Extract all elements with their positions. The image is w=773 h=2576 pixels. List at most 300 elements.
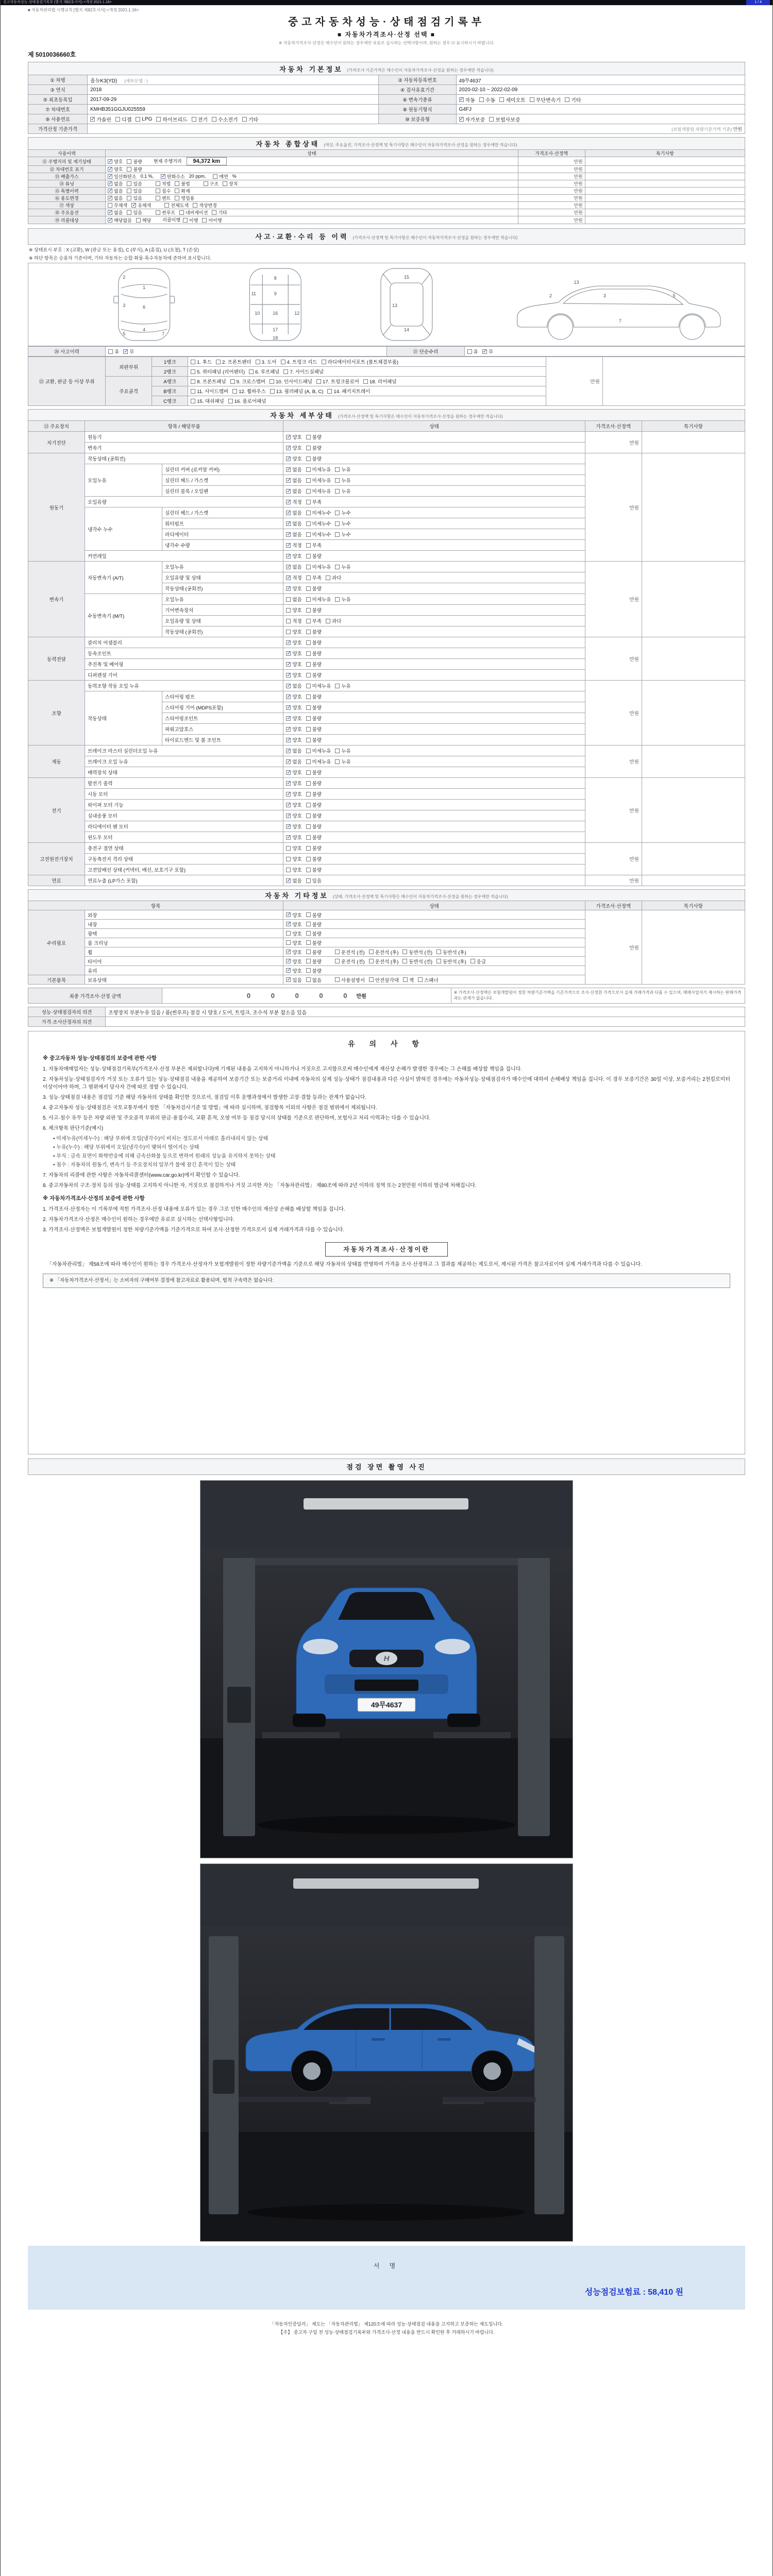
unchecked-box bbox=[191, 399, 195, 403]
checkbox-누유[interactable] bbox=[335, 682, 350, 689]
checkbox-유[interactable] bbox=[108, 348, 119, 355]
checkbox-없음[interactable] bbox=[286, 682, 301, 689]
checkbox-화재[interactable] bbox=[175, 188, 190, 194]
checkbox-양호[interactable] bbox=[286, 639, 301, 646]
checkbox-label: 디젤 bbox=[122, 117, 132, 123]
checkbox-없음[interactable] bbox=[286, 563, 301, 570]
checkbox-운전석 (전)[interactable] bbox=[335, 948, 365, 956]
checkbox-양호[interactable] bbox=[286, 779, 301, 787]
checkbox-6. 루프패널[interactable] bbox=[249, 368, 279, 375]
checkbox-16. 플로어패널[interactable] bbox=[228, 397, 266, 404]
checkbox-불량[interactable] bbox=[306, 939, 322, 946]
checkbox-불량[interactable] bbox=[127, 166, 142, 173]
checkbox-없음[interactable] bbox=[306, 976, 322, 984]
checkbox-15. 대쉬패널[interactable] bbox=[191, 397, 224, 404]
unchecked-box bbox=[470, 959, 475, 963]
checkbox-10. 인사이드패널[interactable] bbox=[270, 378, 312, 385]
cell bbox=[188, 396, 546, 406]
checkbox-불량[interactable] bbox=[306, 855, 322, 862]
cell bbox=[283, 551, 585, 562]
checkbox-썬루프[interactable] bbox=[156, 209, 175, 216]
svg-text:13: 13 bbox=[574, 280, 579, 285]
checkbox-없음[interactable] bbox=[286, 758, 301, 765]
cell bbox=[28, 637, 85, 681]
svg-text:2: 2 bbox=[123, 275, 126, 280]
checkbox-label: 불량 bbox=[312, 857, 322, 863]
text: 유리 bbox=[88, 968, 97, 974]
checkbox-label: 렌트 bbox=[161, 196, 171, 201]
text: 만원 bbox=[629, 759, 639, 766]
checkbox-적정[interactable] bbox=[286, 574, 301, 581]
checkbox-불량[interactable] bbox=[306, 628, 322, 635]
checkbox-label: 양호 bbox=[292, 803, 302, 809]
checkbox-미세누유[interactable] bbox=[306, 758, 331, 765]
checkbox-없음[interactable] bbox=[286, 747, 301, 754]
checkbox-적정[interactable] bbox=[286, 617, 301, 624]
checkbox-양호[interactable] bbox=[286, 650, 301, 657]
checkbox-18. 리어패널[interactable] bbox=[363, 378, 397, 385]
checkbox-양호[interactable] bbox=[286, 660, 301, 668]
checkbox-label: 불량 bbox=[312, 835, 322, 841]
checkbox-양호[interactable] bbox=[286, 948, 301, 956]
checkbox-불량[interactable] bbox=[306, 921, 322, 928]
checkbox-불량[interactable] bbox=[127, 158, 142, 165]
checkbox-스패너[interactable] bbox=[418, 976, 439, 984]
checkbox-label: 불량 bbox=[312, 716, 322, 722]
checkbox-적정[interactable] bbox=[286, 541, 301, 549]
cell bbox=[28, 62, 745, 75]
checkbox-적법[interactable] bbox=[156, 180, 171, 187]
checkbox-양호[interactable] bbox=[286, 911, 301, 919]
text: 내장 bbox=[88, 922, 97, 928]
checkbox-양호[interactable] bbox=[286, 790, 301, 798]
checkbox-불량[interactable] bbox=[306, 585, 322, 592]
text: B랭크 bbox=[163, 389, 177, 395]
cell bbox=[283, 843, 585, 854]
checkbox-라디에이터서포트 (볼트체결부품)[interactable] bbox=[322, 358, 398, 365]
checkbox-13. 필러패널 (A, B, C)[interactable] bbox=[270, 387, 324, 395]
checkbox-세미오토[interactable] bbox=[499, 96, 526, 104]
checkbox-양호[interactable] bbox=[108, 158, 123, 165]
checkbox-유[interactable] bbox=[467, 348, 478, 355]
checkbox-있음[interactable] bbox=[127, 195, 142, 201]
checkbox-동반석 (전)[interactable] bbox=[402, 948, 432, 956]
checkbox-불량[interactable] bbox=[306, 866, 322, 873]
checkbox-미세누유[interactable] bbox=[306, 682, 331, 689]
checkbox-양호[interactable] bbox=[286, 823, 301, 830]
checkbox-영업용[interactable] bbox=[175, 195, 194, 201]
checkbox-없음[interactable] bbox=[108, 180, 123, 187]
checkbox-양호[interactable] bbox=[286, 866, 301, 873]
checkbox-3. 도어[interactable] bbox=[256, 358, 277, 365]
checkbox-불량[interactable] bbox=[306, 948, 322, 956]
checkbox-전체도색[interactable] bbox=[164, 202, 189, 209]
checkbox-양호[interactable] bbox=[286, 958, 301, 965]
checkbox-label: 미세누수 bbox=[312, 532, 331, 538]
checkbox-안전삼각대[interactable] bbox=[369, 976, 399, 984]
checkbox-불량[interactable] bbox=[306, 844, 322, 852]
checkbox-미세누유[interactable] bbox=[306, 596, 331, 603]
checkbox-label: 불량 bbox=[312, 630, 322, 636]
checkbox-양호[interactable] bbox=[286, 455, 301, 462]
checkbox-불량[interactable] bbox=[306, 725, 322, 733]
checkbox-불량[interactable] bbox=[306, 639, 322, 646]
checkbox-불량[interactable] bbox=[306, 606, 322, 614]
checkbox-이행[interactable] bbox=[183, 217, 198, 224]
checkbox-불량[interactable] bbox=[306, 779, 322, 787]
checkbox-장치[interactable] bbox=[223, 180, 238, 187]
checkbox-미세누유[interactable] bbox=[306, 487, 331, 495]
checkbox-양호[interactable] bbox=[286, 704, 301, 711]
checkbox-양호[interactable] bbox=[286, 855, 301, 862]
checkbox-없음[interactable] bbox=[286, 596, 301, 603]
checkbox-불량[interactable] bbox=[306, 715, 322, 722]
checkbox-사용설명서[interactable] bbox=[335, 976, 365, 984]
cell bbox=[642, 681, 745, 745]
checkbox-양호[interactable] bbox=[286, 715, 301, 722]
cell bbox=[85, 464, 162, 497]
checkbox-양호[interactable] bbox=[286, 585, 301, 592]
cell bbox=[162, 616, 283, 626]
checkbox-동반석 (후)[interactable] bbox=[436, 948, 466, 956]
checkbox-양호[interactable] bbox=[286, 671, 301, 679]
checkbox-없음[interactable] bbox=[108, 188, 123, 194]
svg-text:10: 10 bbox=[255, 311, 260, 316]
checkbox-누수[interactable] bbox=[335, 520, 350, 527]
checkbox-매연[interactable] bbox=[213, 173, 228, 180]
cell bbox=[456, 75, 745, 85]
checkbox-양호[interactable] bbox=[286, 606, 301, 614]
unchecked-box bbox=[335, 467, 340, 472]
checkbox-유채색[interactable] bbox=[131, 202, 151, 209]
cell bbox=[585, 875, 642, 886]
svg-text:2: 2 bbox=[549, 293, 552, 299]
checkbox-일산화탄소[interactable] bbox=[108, 173, 136, 180]
checkbox-label: 운전석 (전) bbox=[341, 950, 365, 956]
checkbox-있음[interactable] bbox=[127, 188, 142, 194]
checkbox-양호[interactable] bbox=[286, 801, 301, 808]
checkbox-기타[interactable] bbox=[212, 209, 227, 216]
checkbox-양호[interactable] bbox=[286, 725, 301, 733]
topbar-page-indicator[interactable]: 1 / 4 bbox=[746, 0, 770, 5]
cell bbox=[283, 947, 585, 957]
checkbox-미세누수[interactable] bbox=[306, 509, 331, 516]
checkbox-label: 구조 bbox=[209, 181, 219, 187]
checkbox-구조[interactable] bbox=[204, 180, 219, 187]
checkbox-무단변속기[interactable] bbox=[530, 96, 561, 104]
checkbox-LPG[interactable] bbox=[136, 116, 152, 122]
checkbox-없음[interactable] bbox=[286, 477, 301, 484]
unchecked-box bbox=[306, 575, 311, 580]
checked-box: ✓ bbox=[287, 683, 291, 689]
cell bbox=[162, 594, 283, 605]
checkbox-양호[interactable] bbox=[286, 834, 301, 841]
checkbox-label: 9. 크로스멤버 bbox=[236, 379, 266, 385]
cell bbox=[283, 507, 585, 518]
text: 변속기 bbox=[88, 446, 102, 452]
checked-box: ✓ bbox=[108, 166, 113, 172]
unchecked-box bbox=[175, 189, 179, 193]
checkbox-label: 불량 bbox=[312, 738, 322, 744]
insurance-fee-label: 성능점검보험료 : bbox=[584, 2288, 646, 2297]
checkbox-누유[interactable] bbox=[335, 487, 350, 495]
checkbox-2. 프론트펜더[interactable] bbox=[216, 358, 251, 365]
checkbox-없음[interactable] bbox=[286, 487, 301, 495]
text: 0 0 0 0 0 bbox=[246, 992, 357, 1000]
cell bbox=[283, 670, 585, 681]
checkbox-하이브리드[interactable] bbox=[156, 115, 187, 123]
checkbox-7. 사이드실패널[interactable] bbox=[283, 368, 324, 375]
checkbox-누유[interactable] bbox=[335, 466, 350, 473]
checkbox-불량[interactable] bbox=[306, 834, 322, 841]
checkbox-미이행[interactable] bbox=[202, 217, 222, 224]
checkbox-운전석 (후)[interactable] bbox=[369, 948, 399, 956]
checkbox-label: 양호 bbox=[292, 456, 302, 463]
checkbox-양호[interactable] bbox=[286, 736, 301, 743]
checkbox-기타[interactable] bbox=[565, 96, 581, 104]
checkbox-미세누수[interactable] bbox=[306, 531, 331, 538]
text: (세부모델 : ) bbox=[124, 78, 148, 83]
unchecked-box bbox=[156, 181, 160, 186]
cell bbox=[642, 562, 745, 637]
text: 워터펌프 bbox=[165, 521, 184, 528]
checkbox-불량[interactable] bbox=[306, 967, 322, 974]
checkbox-있음[interactable] bbox=[127, 180, 142, 187]
checkbox-label: 없음 bbox=[292, 565, 302, 571]
svg-text:9: 9 bbox=[274, 291, 277, 297]
checked-box: ✓ bbox=[287, 877, 291, 884]
checkbox-5. 쿼터패널 (리어펜더)[interactable] bbox=[191, 368, 245, 375]
cell bbox=[28, 890, 745, 901]
checkbox-label: 없음 bbox=[292, 749, 302, 755]
checked-box: ✓ bbox=[287, 455, 291, 462]
checkbox-자동[interactable] bbox=[459, 96, 475, 104]
checkbox-동반석 (전)[interactable] bbox=[402, 958, 432, 965]
checkbox-동반석 (후)[interactable] bbox=[436, 958, 466, 965]
cell bbox=[28, 681, 85, 745]
overall-condition-table bbox=[28, 137, 745, 224]
text: ⑥ 변속기종류 bbox=[402, 97, 432, 103]
checkbox-불량[interactable] bbox=[306, 693, 322, 700]
checkbox-부족[interactable] bbox=[306, 541, 322, 549]
checkbox-label: 있음 bbox=[133, 210, 142, 215]
checkbox-적정[interactable] bbox=[286, 498, 301, 505]
checkbox-해당[interactable] bbox=[136, 217, 151, 224]
cell bbox=[283, 572, 585, 583]
checkbox-누유[interactable] bbox=[335, 596, 350, 603]
checkbox-불량[interactable] bbox=[306, 911, 322, 919]
checkbox-잭[interactable] bbox=[403, 976, 414, 984]
checkbox-과다[interactable] bbox=[326, 574, 341, 581]
checkbox-양호[interactable] bbox=[286, 769, 301, 776]
checkbox-불량[interactable] bbox=[306, 704, 322, 711]
checkbox-불량[interactable] bbox=[306, 736, 322, 743]
checkbox-누유[interactable] bbox=[335, 477, 350, 484]
checkbox-부족[interactable] bbox=[306, 617, 322, 624]
checkbox-9. 크로스멤버[interactable] bbox=[230, 378, 265, 385]
checkbox-양호[interactable] bbox=[286, 433, 301, 440]
checkbox-있음[interactable] bbox=[127, 209, 142, 216]
checkbox-불량[interactable] bbox=[306, 958, 322, 965]
checkbox-label: 동반석 (전) bbox=[409, 959, 433, 965]
checkbox-불량[interactable] bbox=[306, 823, 322, 830]
cell bbox=[106, 357, 152, 377]
checkbox-불량[interactable] bbox=[306, 455, 322, 462]
cell bbox=[283, 637, 585, 648]
notice-subheading-2: ※ 자동차가격조사·산정의 보증에 관한 사항 bbox=[43, 1195, 145, 1201]
cell bbox=[283, 810, 585, 821]
checkbox-1. 후드[interactable] bbox=[191, 358, 212, 365]
checkbox-전기[interactable] bbox=[192, 115, 208, 123]
checkbox-누유[interactable] bbox=[335, 747, 350, 754]
checkbox-양호[interactable] bbox=[286, 552, 301, 560]
text: 상태 bbox=[307, 151, 316, 156]
cell bbox=[283, 432, 585, 443]
checkbox-양호[interactable] bbox=[286, 921, 301, 928]
text: 조향장치 부분누유 있음 / 룸(썬루프) 점검 시 양호 / 도어, 트렁크, 조수석 부분 잡소음 있음 bbox=[108, 1010, 307, 1016]
checkbox-누유[interactable] bbox=[335, 563, 350, 570]
checkbox-불량[interactable] bbox=[306, 801, 322, 808]
text: 만원 bbox=[574, 203, 583, 208]
checkbox-불량[interactable] bbox=[306, 433, 322, 440]
checkbox-미세누유[interactable] bbox=[306, 466, 331, 473]
checkbox-불법[interactable] bbox=[175, 180, 190, 187]
checkbox-없음[interactable] bbox=[286, 520, 301, 527]
checkbox-양호[interactable] bbox=[286, 967, 301, 974]
checked-box: ✓ bbox=[108, 210, 113, 215]
checkbox-없음[interactable] bbox=[108, 195, 123, 201]
checkbox-양호[interactable] bbox=[286, 693, 301, 700]
checkbox-label: 양호 bbox=[292, 435, 302, 441]
checkbox-label: 없음 bbox=[292, 521, 302, 528]
cell bbox=[162, 583, 283, 594]
unchecked-box bbox=[436, 959, 441, 963]
checkbox-침수[interactable] bbox=[156, 188, 171, 194]
section-basic-info bbox=[28, 62, 745, 134]
checkbox-누유[interactable] bbox=[335, 758, 350, 765]
checkbox-색상변경[interactable] bbox=[193, 202, 217, 209]
text: 항목 bbox=[150, 903, 161, 909]
checkbox-미세누유[interactable] bbox=[306, 477, 331, 484]
checkbox-무[interactable] bbox=[482, 348, 493, 355]
checkbox-미세누유[interactable] bbox=[306, 747, 331, 754]
checkbox-수동[interactable] bbox=[479, 96, 495, 104]
checkbox-무[interactable] bbox=[123, 348, 134, 355]
checkbox-양호[interactable] bbox=[286, 812, 301, 819]
checkbox-누수[interactable] bbox=[335, 531, 350, 538]
text: 동력전달 bbox=[47, 656, 66, 663]
text: 사용이력 bbox=[58, 151, 76, 156]
checkbox-11. 사이드멤버[interactable] bbox=[191, 387, 228, 395]
cell bbox=[85, 821, 283, 832]
checkbox-불량[interactable] bbox=[306, 650, 322, 657]
unchecked-box bbox=[306, 922, 311, 926]
checkbox-수소전기[interactable] bbox=[212, 115, 238, 123]
unchecked-box bbox=[306, 651, 311, 656]
cell bbox=[585, 637, 642, 681]
cell bbox=[283, 778, 585, 789]
form-note: ※ 자동차가격조사·산정은 매수인이 원하는 경우에만 유료로 실시하는 선택사항이며, 원하는 경우 ☑ 표시하시기 바랍니다. bbox=[278, 41, 495, 45]
checkbox-불량[interactable] bbox=[306, 769, 322, 776]
unchecked-box bbox=[127, 189, 131, 193]
cell bbox=[106, 188, 518, 195]
cell bbox=[518, 216, 585, 224]
cell bbox=[28, 95, 88, 105]
notice-subitem: • 침수 : 자동차의 원동기, 변속기 등 주요장치의 일부가 물에 잠긴 흔적이 있는 상태 bbox=[53, 1162, 236, 1168]
checkbox-과다[interactable] bbox=[326, 617, 341, 624]
text: 만원 bbox=[629, 656, 639, 663]
checkbox-없음[interactable] bbox=[286, 531, 301, 538]
checkbox-렌트[interactable] bbox=[156, 195, 171, 201]
text: 2랭크 bbox=[163, 369, 176, 376]
checkbox-label: 운전석 (후) bbox=[375, 950, 399, 956]
checkbox-label: 미이행 bbox=[208, 218, 222, 224]
cell bbox=[162, 735, 283, 745]
checkbox-불량[interactable] bbox=[306, 812, 322, 819]
cell bbox=[85, 551, 283, 562]
checkbox-양호[interactable] bbox=[286, 939, 301, 946]
signature-label[interactable]: 서 명 bbox=[373, 2262, 400, 2270]
checkbox-부족[interactable] bbox=[306, 498, 322, 505]
checkbox-무채색[interactable] bbox=[108, 202, 127, 209]
checkbox-없음[interactable] bbox=[286, 466, 301, 473]
checkbox-12. 휠하우스[interactable] bbox=[232, 387, 266, 395]
checkbox-탄화수소[interactable] bbox=[161, 173, 185, 180]
checkbox-label: 13. 필러패널 (A, B, C) bbox=[276, 389, 324, 395]
checkbox-label: 불량 bbox=[312, 586, 322, 592]
checkbox-운전석 (후)[interactable] bbox=[369, 958, 399, 965]
checkbox-없음[interactable] bbox=[108, 209, 123, 216]
unchecked-box bbox=[212, 117, 216, 122]
checkbox-운전석 (전)[interactable] bbox=[335, 958, 365, 965]
checkbox-미세누유[interactable] bbox=[306, 563, 331, 570]
checkbox-부족[interactable] bbox=[306, 574, 322, 581]
checkbox-4. 트렁크 리드[interactable] bbox=[281, 358, 317, 365]
checkbox-불량[interactable] bbox=[306, 790, 322, 798]
text: 충전구 절연 상태 bbox=[88, 846, 124, 852]
checkbox-14. 패키지트레이[interactable] bbox=[327, 387, 370, 395]
text: 특기사항 bbox=[656, 151, 674, 156]
checkbox-양호[interactable] bbox=[108, 166, 123, 173]
checkbox-기타[interactable] bbox=[242, 115, 258, 123]
checkbox-응급[interactable] bbox=[470, 958, 486, 965]
checkbox-해당없음[interactable] bbox=[108, 217, 132, 224]
checkbox-있음[interactable] bbox=[306, 877, 322, 884]
checkbox-없음[interactable] bbox=[286, 509, 301, 516]
checkbox-없음[interactable] bbox=[286, 877, 301, 884]
checkbox-불량[interactable] bbox=[306, 552, 322, 560]
checkbox-양호[interactable] bbox=[286, 844, 301, 852]
checkbox-자가보증[interactable] bbox=[459, 115, 485, 123]
checkbox-네비게이션[interactable] bbox=[179, 209, 208, 216]
checkbox-누수[interactable] bbox=[335, 509, 350, 516]
checkbox-불량[interactable] bbox=[306, 660, 322, 668]
checkbox-양호[interactable] bbox=[286, 628, 301, 635]
checkbox-양호[interactable] bbox=[286, 444, 301, 451]
checkbox-17. 트렁크플로어[interactable] bbox=[316, 378, 359, 385]
checkbox-불량[interactable] bbox=[306, 444, 322, 451]
checkbox-디젤[interactable] bbox=[115, 115, 131, 123]
checkbox-불량[interactable] bbox=[306, 671, 322, 679]
checkbox-label: 불량 bbox=[312, 705, 322, 711]
checkbox-가솔린[interactable] bbox=[90, 115, 111, 123]
checkbox-8. 프론트패널[interactable] bbox=[191, 378, 226, 385]
checkbox-양호[interactable] bbox=[286, 930, 301, 937]
checkbox-불량[interactable] bbox=[306, 930, 322, 937]
checkbox-있음[interactable] bbox=[286, 976, 301, 984]
checkbox-보험사보증[interactable] bbox=[489, 115, 520, 123]
checkbox-미세누수[interactable] bbox=[306, 520, 331, 527]
